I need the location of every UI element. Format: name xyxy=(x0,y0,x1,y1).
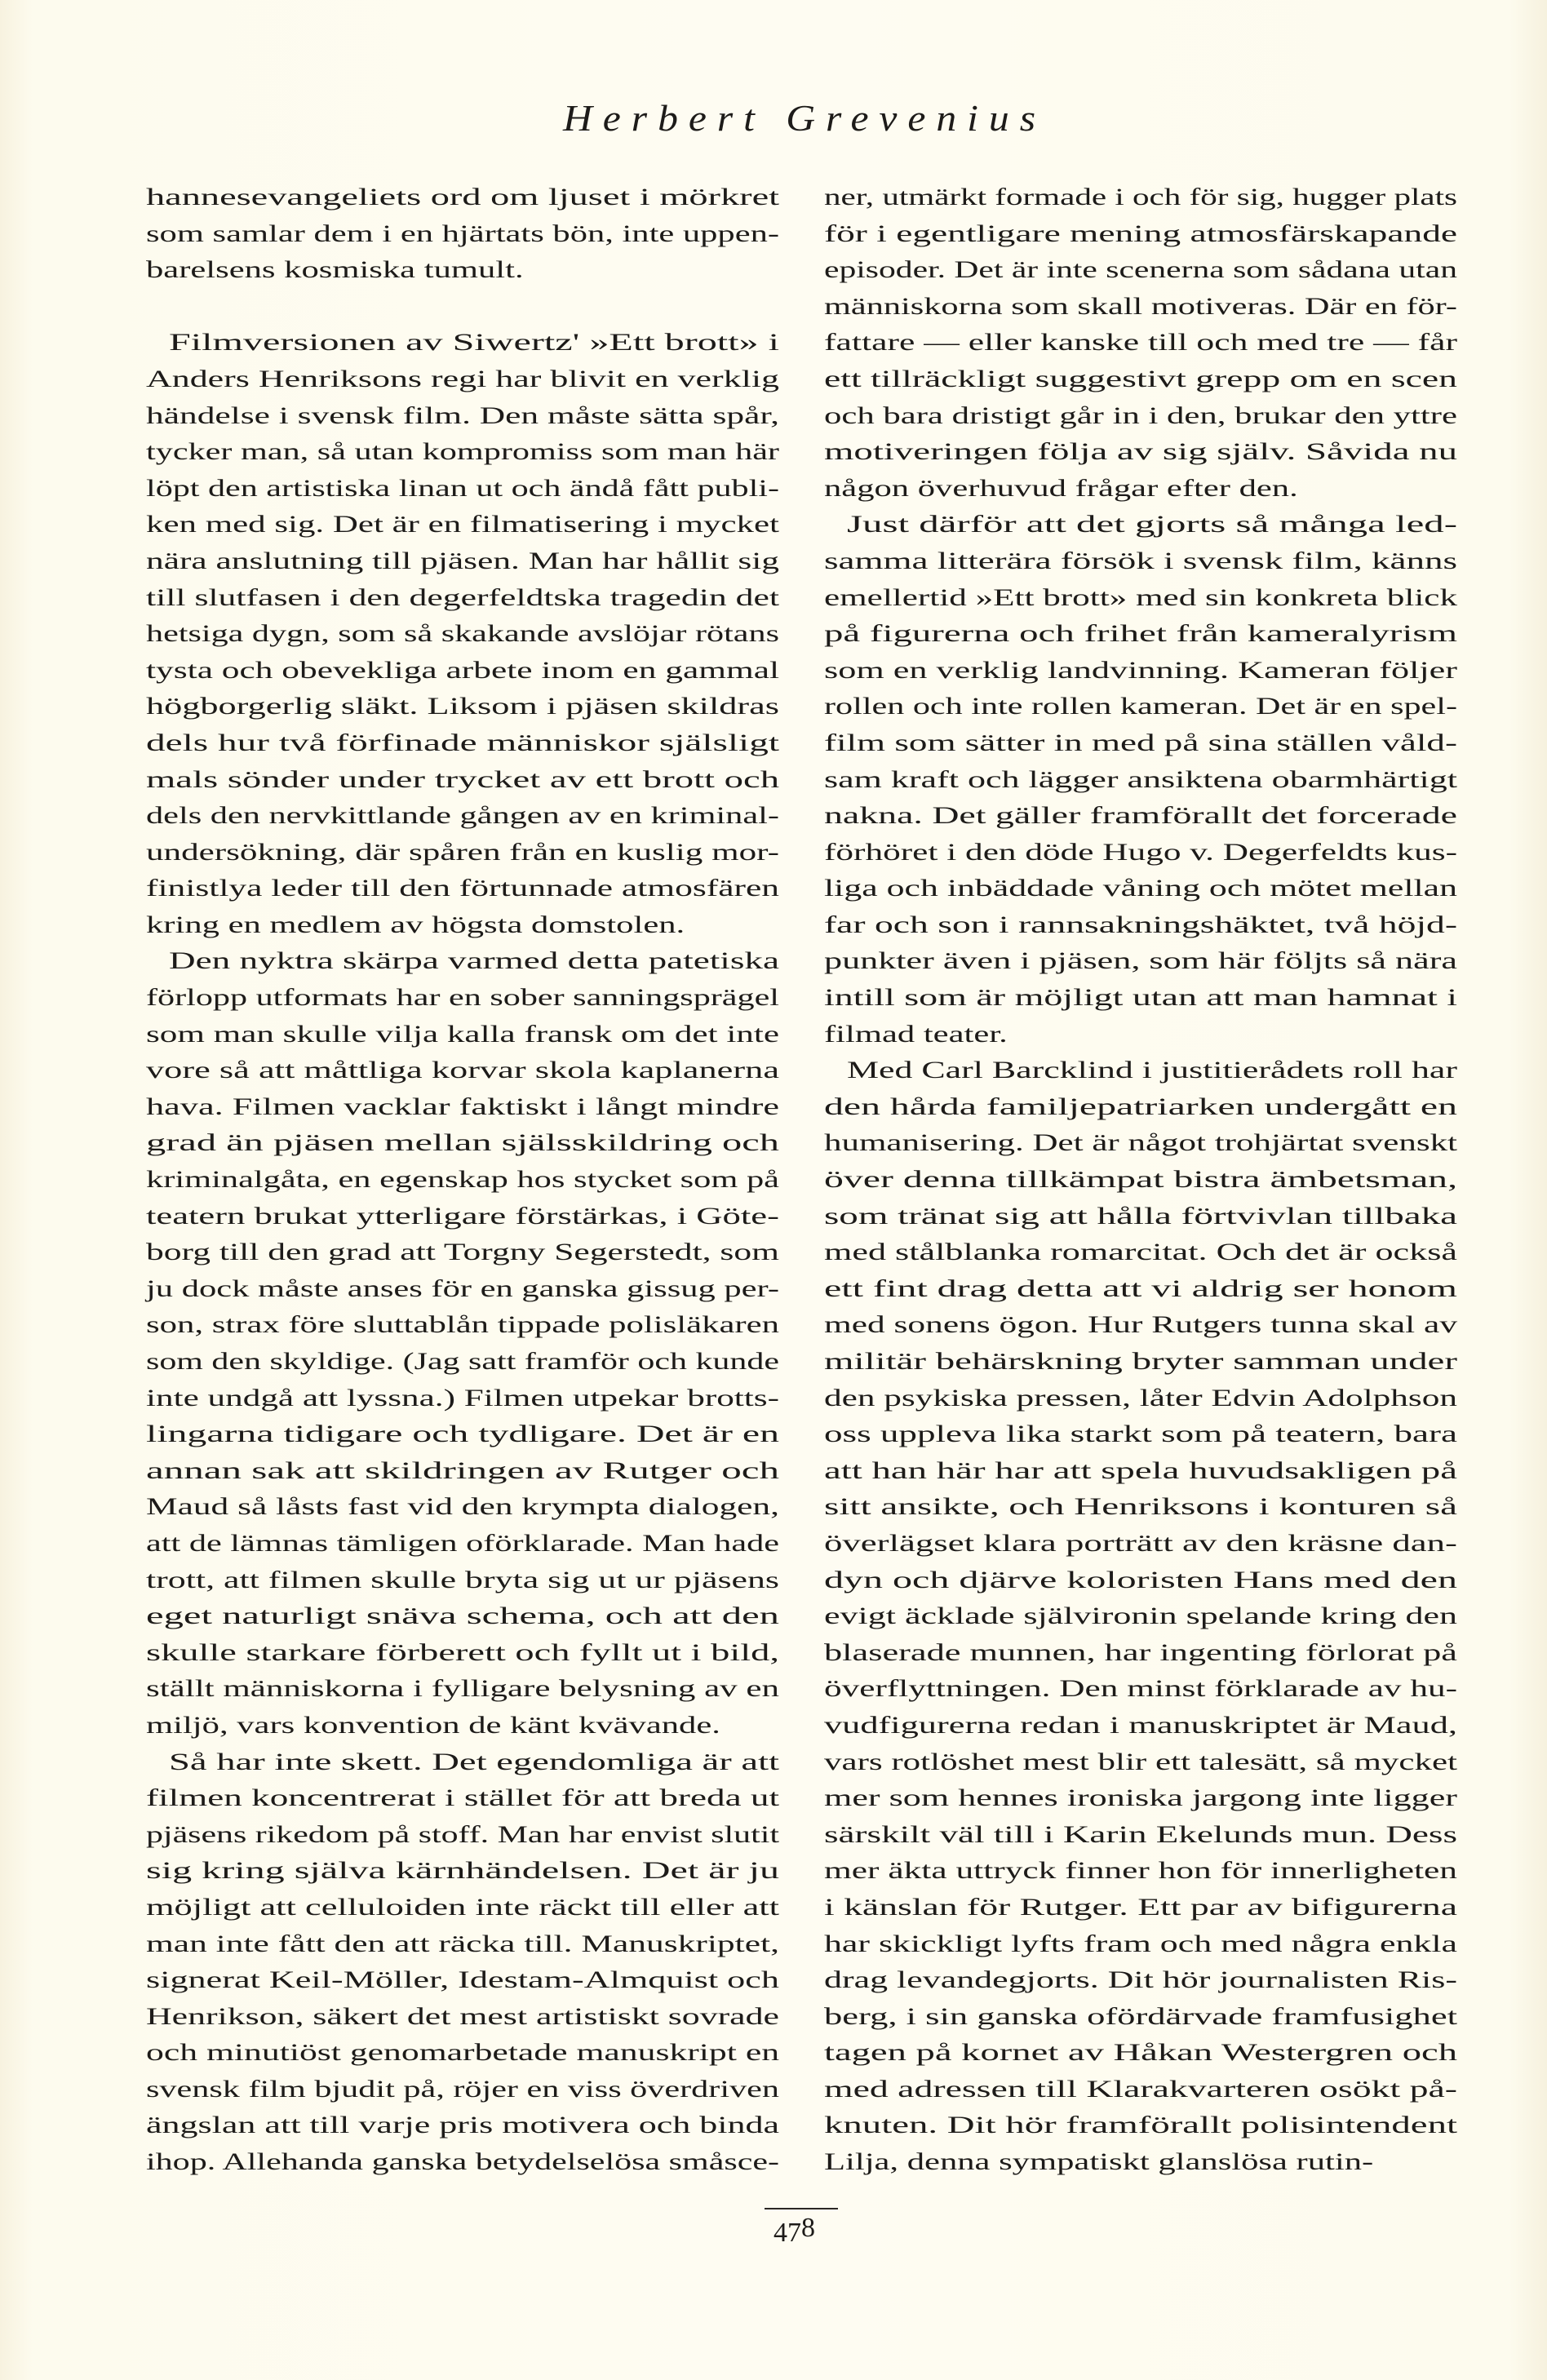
text-line-content: dels hur två förfinade människor själsligt xyxy=(146,729,779,756)
text-line-content: miljö, vars konvention de känt kvävande. xyxy=(146,1711,720,1739)
text-line-content: Så har inte skett. Det egendomliga är att xyxy=(169,1748,779,1775)
text-line xyxy=(824,725,1457,762)
text-line xyxy=(824,616,1457,653)
text-line-content: för i egentligare mening atmosfärskapande xyxy=(824,219,1458,247)
text-line xyxy=(146,1635,779,1672)
text-line xyxy=(146,1780,779,1817)
text-line xyxy=(824,1744,1457,1781)
text-line xyxy=(146,1089,779,1126)
text-line-content: dels den nervkittlande gången av en kriminal- xyxy=(146,802,780,830)
text-line-content: ken med sig. Det är en filmatisering i mycket xyxy=(146,511,779,538)
text-line-content: att de lämnas tämligen oförklarade. Man hade xyxy=(146,1529,779,1557)
text-line-content: ner, utmärkt formade i och för sig, hugger plats xyxy=(824,184,1458,211)
text-line-content: Filmversionen av Siwertz' »Ett brott» i xyxy=(169,329,780,357)
page-number xyxy=(774,2213,815,2249)
text-line-content: mer som hennes ironiska jargong inte ligger xyxy=(824,1784,1457,1812)
text-line-content: hetsiga dygn, som så skakande avslöjar rötans xyxy=(146,620,779,648)
left-text-column xyxy=(146,179,779,2181)
text-line xyxy=(146,798,779,835)
text-line-content: Med Carl Barcklind i justitierådets roll har xyxy=(847,1057,1457,1084)
text-line-content: trott, att filmen skulle bryta sig ut ur pjäsens xyxy=(146,1566,780,1593)
text-line-content: far och son i rannsakningshäktet, två höjd- xyxy=(824,911,1458,938)
text-line xyxy=(824,507,1457,543)
text-line xyxy=(824,1234,1457,1271)
text-line-content: vars rotlöshet mest blir ett talesätt, så mycket xyxy=(824,1748,1458,1775)
text-line-content: mer äkta uttryck finner hon för innerligheten xyxy=(824,1857,1458,1885)
text-line xyxy=(824,653,1457,689)
text-line-content: Just därför att det gjorts så många led- xyxy=(847,511,1458,538)
text-line-content: eget naturligt snäva schema, och att den xyxy=(146,1602,779,1630)
text-line-content: till slutfasen i den degerfeldtska tragedin det xyxy=(146,583,779,611)
text-line xyxy=(824,2107,1457,2144)
text-line-content: pjäsens rikedom på stoff. Man har envist slutit xyxy=(146,1820,779,1848)
text-line xyxy=(824,1562,1457,1599)
text-line-content: hannesevangeliets ord om ljuset i mörkret xyxy=(146,184,780,211)
text-line-content: punkter även i pjäsen, som här följts så nära xyxy=(824,947,1457,975)
text-line-content: Henrikson, säkert det mest artistiskt sovrade xyxy=(146,2002,779,2030)
text-line xyxy=(146,1853,779,1890)
page-number-raised-digit: 8 xyxy=(801,2213,815,2243)
text-line-content: ställt människorna i fylligare belysning av en xyxy=(146,1675,779,1703)
text-line-content: som en verklig landvinning. Kameran följer xyxy=(824,656,1458,684)
text-line-content: Maud så låsts fast vid den krympta dialogen, xyxy=(146,1493,779,1521)
text-line xyxy=(146,1416,779,1453)
text-line xyxy=(824,835,1457,871)
text-line-content: överflyttningen. Den minst förklarade av hu- xyxy=(824,1675,1457,1703)
text-line xyxy=(824,1489,1457,1526)
text-line-content: film som sätter in med på sina ställen våld- xyxy=(824,729,1457,756)
text-line-content: dyn och djärve koloristen Hans med den xyxy=(824,1566,1458,1593)
text-line-content: i känslan för Rutger. Ett par av bifigurerna xyxy=(824,1893,1457,1921)
text-line xyxy=(146,1271,779,1308)
text-line-content: på figurerna och frihet från kameralyrism xyxy=(824,620,1458,648)
text-line-content: annan sak att skildringen av Rutger och xyxy=(146,1456,779,1484)
text-line-content: den psykiska pressen, låter Edvin Adolphson xyxy=(824,1384,1458,1412)
text-line xyxy=(824,1635,1457,1672)
right-text-column xyxy=(824,179,1457,2181)
text-line xyxy=(824,1453,1457,1490)
text-line-content: episoder. Det är inte scenerna som sådana utan xyxy=(824,256,1457,284)
text-line xyxy=(146,580,779,617)
text-line-content: filmad teater. xyxy=(824,1020,1008,1048)
text-line xyxy=(146,1017,779,1053)
text-line xyxy=(824,434,1457,471)
text-line xyxy=(146,543,779,580)
text-line-content: samma litterära försök i svensk film, känns xyxy=(824,547,1457,574)
text-line xyxy=(824,943,1457,980)
text-line xyxy=(146,1381,779,1417)
text-line xyxy=(824,179,1457,216)
text-line xyxy=(824,2144,1457,2181)
text-line xyxy=(824,980,1457,1017)
text-line-content: blaserade munnen, har ingenting förlorat på xyxy=(824,1638,1457,1666)
text-line-content: berg, i sin ganska ofördärvade framfusighet xyxy=(824,2002,1457,2030)
text-line xyxy=(146,1125,779,1162)
text-line xyxy=(824,1853,1457,1890)
text-line xyxy=(146,725,779,762)
text-line-content: löpt den artistiska linan ut och ändå fått publi- xyxy=(146,474,779,502)
text-line-content: förlopp utformats har en sober sanningsprägel xyxy=(146,984,780,1012)
text-line-content: den hårda familjepatriarken undergått en xyxy=(824,1092,1458,1120)
text-line-content: militär behärskning bryter samman under xyxy=(824,1348,1457,1375)
text-line xyxy=(824,1962,1457,1999)
text-line-content: särskilt väl till i Karin Ekelunds mun. Dess xyxy=(824,1820,1457,1848)
text-line xyxy=(146,325,779,361)
text-line xyxy=(824,1162,1457,1199)
text-line xyxy=(824,1125,1457,1162)
text-line xyxy=(824,252,1457,289)
text-line-content: människorna som skall motiveras. Där en för- xyxy=(824,292,1458,320)
text-line xyxy=(824,1307,1457,1344)
text-line-content: sitt ansikte, och Henriksons i konturen så xyxy=(824,1493,1458,1521)
text-line xyxy=(824,1344,1457,1381)
text-line xyxy=(146,871,779,907)
text-line-content: sig kring själva kärnhändelsen. Det är ju xyxy=(146,1857,779,1885)
text-line-content: evigt äcklade självironin spelande kring den xyxy=(824,1602,1457,1630)
text-line xyxy=(146,653,779,689)
text-line-content: och minutiöst genomarbetade manuskript en xyxy=(146,2039,780,2067)
text-line xyxy=(824,398,1457,435)
text-line xyxy=(146,179,779,216)
text-line xyxy=(824,1271,1457,1308)
text-line xyxy=(146,762,779,799)
page-number-rule xyxy=(765,2208,838,2209)
text-line xyxy=(146,1962,779,1999)
text-line-content: skulle starkare förberett och fyllt ut i bild, xyxy=(146,1638,780,1666)
text-line xyxy=(146,471,779,507)
text-line-content: grad än pjäsen mellan själsskildring och xyxy=(146,1129,779,1157)
page-number-digits: 47 xyxy=(774,2218,801,2248)
text-line xyxy=(146,1307,779,1344)
text-line-content: teatern brukat ytterligare förstärkas, i Göte- xyxy=(146,1202,779,1230)
text-line xyxy=(824,2072,1457,2108)
text-line-content: som den skyldige. (Jag satt framför och kunde xyxy=(146,1348,779,1375)
text-line xyxy=(146,216,779,253)
text-line xyxy=(824,1999,1457,2036)
text-line-content: tagen på kornet av Håkan Westergren och xyxy=(824,2039,1458,2067)
text-line xyxy=(824,1890,1457,1926)
text-line-content: Den nyktra skärpa varmed detta patetiska xyxy=(169,947,780,975)
text-line-content: man inte fått den att räcka till. Manuskriptet, xyxy=(146,1930,779,1957)
text-line xyxy=(824,1526,1457,1562)
text-line xyxy=(824,580,1457,617)
text-line xyxy=(824,1053,1457,1089)
text-line-content: intill som är möjligt utan att man hamnat i xyxy=(824,984,1458,1012)
text-line xyxy=(146,1817,779,1854)
text-line xyxy=(824,907,1457,944)
text-line xyxy=(824,216,1457,253)
text-line-content: barelsens kosmiska tumult. xyxy=(146,256,524,284)
text-line-content: ett tillräckligt suggestivt grepp om en scen xyxy=(824,365,1458,392)
text-line-content: med stålblanka romarcitat. Och det är också xyxy=(824,1239,1458,1266)
text-line xyxy=(824,871,1457,907)
text-line xyxy=(824,1089,1457,1126)
text-line xyxy=(146,980,779,1017)
text-line xyxy=(146,252,779,289)
text-line-content: högborgerlig släkt. Liksom i pjäsen skildras xyxy=(146,693,779,720)
text-line xyxy=(146,1671,779,1708)
text-line xyxy=(824,1598,1457,1635)
text-line-content: borg till den grad att Torgny Segerstedt, som xyxy=(146,1239,780,1266)
text-line-content: över denna tillkämpat bistra ämbetsman, xyxy=(824,1166,1458,1194)
text-line xyxy=(824,1817,1457,1854)
text-line xyxy=(146,943,779,980)
text-line xyxy=(146,1708,779,1744)
text-line xyxy=(824,689,1457,725)
text-line-content: vudfigurerna redan i manuskriptet är Maud, xyxy=(824,1711,1458,1739)
text-line xyxy=(824,543,1457,580)
text-line-content: ett fint drag detta att vi aldrig ser honom xyxy=(824,1274,1457,1302)
text-line-content: ju dock måste anses för en ganska gissug per- xyxy=(146,1274,779,1302)
text-line-content: vore så att måttliga korvar skola kaplanerna xyxy=(146,1057,780,1084)
text-line xyxy=(146,1453,779,1490)
text-line xyxy=(146,1344,779,1381)
text-line-content: undersökning, där spåren från en kuslig mor- xyxy=(146,838,780,866)
text-line xyxy=(824,1381,1457,1417)
text-line-content: tysta och obevekliga arbete inom en gammal xyxy=(146,656,780,684)
text-line xyxy=(824,1017,1457,1053)
text-line xyxy=(824,1671,1457,1708)
text-line-content: som man skulle vilja kalla fransk om det inte xyxy=(146,1020,779,1048)
text-line xyxy=(146,1598,779,1635)
text-line-content: fattare — eller kanske till och med tre — får xyxy=(824,329,1458,357)
text-line xyxy=(824,1926,1457,1963)
text-line-content: förhöret i den döde Hugo v. Degerfeldts kus- xyxy=(824,838,1457,866)
text-line xyxy=(146,1744,779,1781)
text-line xyxy=(146,2144,779,2181)
text-line xyxy=(824,325,1457,361)
text-line xyxy=(824,1416,1457,1453)
text-line-content: att han här har att spela huvudsakligen på xyxy=(824,1456,1458,1484)
text-line xyxy=(146,1489,779,1526)
text-line xyxy=(146,1526,779,1562)
text-line-content: rollen och inte rollen kameran. Det är en spel- xyxy=(824,693,1458,720)
text-line xyxy=(824,289,1457,326)
text-line-content: nakna. Det gäller framförallt det forcerade xyxy=(824,802,1458,830)
text-line xyxy=(146,1162,779,1199)
text-line-content: tycker man, så utan kompromiss som man här xyxy=(146,438,779,466)
text-line xyxy=(146,1999,779,2036)
text-line-content: oss uppleva lika starkt som på teatern, bara xyxy=(824,1420,1458,1448)
text-line-content: humanisering. Det är något trohjärtat svenskt xyxy=(824,1129,1458,1157)
text-line-content: som samlar dem i en hjärtats bön, inte uppen- xyxy=(146,219,780,247)
text-line-content: med adressen till Klarakvarteren osökt på- xyxy=(824,2075,1457,2103)
text-line xyxy=(146,616,779,653)
text-line-content: kring en medlem av högsta domstolen. xyxy=(146,911,685,938)
text-line xyxy=(824,361,1457,398)
text-line-content: och bara dristigt går in i den, brukar den yttre xyxy=(824,401,1457,429)
running-title-author: Herbert Grevenius xyxy=(563,97,1046,139)
text-line-content: Lilja, denna sympatiskt glanslösa rutin- xyxy=(824,2148,1374,2176)
text-line-content: nära anslutning till pjäsen. Man har hållit sig xyxy=(146,547,779,574)
text-line xyxy=(824,471,1457,507)
text-line-content: lingarna tidigare och tydligare. Det är en xyxy=(146,1420,780,1448)
text-line-content: motiveringen följa av sig själv. Såvida nu xyxy=(824,438,1458,466)
text-line-content: son, strax före sluttablån tippade polisläkaren xyxy=(146,1311,779,1339)
section-break xyxy=(146,289,779,326)
text-line xyxy=(824,1199,1457,1235)
text-line xyxy=(146,2072,779,2108)
text-line xyxy=(146,507,779,543)
text-line-content: drag levandegjorts. Dit hör journalisten Ris- xyxy=(824,1966,1457,1994)
text-line xyxy=(146,398,779,435)
text-line-content: sam kraft och lägger ansiktena obarmhärtigt xyxy=(824,765,1458,793)
text-line-content: inte undgå att lyssna.) Filmen utpekar brotts- xyxy=(146,1384,779,1412)
text-line-content: ängslan att till varje pris motivera och binda xyxy=(146,2112,780,2139)
text-line xyxy=(146,689,779,725)
text-line-content: finistlya leder till den förtunnade atmosfären xyxy=(146,875,780,902)
text-line xyxy=(146,907,779,944)
text-line xyxy=(146,1562,779,1599)
text-line xyxy=(146,835,779,871)
text-line-content: överlägset klara porträtt av den kräsne dan- xyxy=(824,1529,1457,1557)
text-line-content: kriminalgåta, en egenskap hos stycket som på xyxy=(146,1166,780,1194)
text-line xyxy=(824,1780,1457,1817)
text-line xyxy=(146,361,779,398)
text-line xyxy=(146,1053,779,1089)
text-line-content: emellertid »Ett brott» med sin konkreta blick xyxy=(824,583,1458,611)
text-line-content: hava. Filmen vacklar faktiskt i långt mindre xyxy=(146,1092,779,1120)
text-line-content: mals sönder under trycket av ett brott och xyxy=(146,765,780,793)
text-line-content: Anders Henriksons regi har blivit en verklig xyxy=(146,365,780,392)
text-line-content: knuten. Dit hör framförallt polisintendent xyxy=(824,2112,1457,2139)
text-line-content: har skickligt lyfts fram och med några enkla xyxy=(824,1930,1457,1957)
text-line xyxy=(146,1926,779,1963)
text-line-content: som tränat sig att hålla förtvivlan tillbaka xyxy=(824,1202,1458,1230)
text-line xyxy=(146,1234,779,1271)
text-line-content: filmen koncentrerat i stället för att breda ut xyxy=(146,1784,780,1812)
text-line xyxy=(824,798,1457,835)
text-line xyxy=(146,434,779,471)
text-line xyxy=(146,1199,779,1235)
text-line xyxy=(146,2035,779,2072)
text-line xyxy=(146,1890,779,1926)
text-line-content: någon överhuvud frågar efter den. xyxy=(824,474,1298,502)
text-line-content: ihop. Allehanda ganska betydelselösa småsce- xyxy=(146,2148,780,2176)
text-line-content: liga och inbäddade våning och mötet mellan xyxy=(824,875,1458,902)
text-line-content: svensk film bjudit på, röjer en viss överdriven xyxy=(146,2075,779,2103)
text-line-content: möjligt att celluloiden inte räckt till eller att xyxy=(146,1893,780,1921)
text-line-content: med sonens ögon. Hur Rutgers tunna skal av xyxy=(824,1311,1458,1339)
text-line xyxy=(824,1708,1457,1744)
text-line xyxy=(146,2107,779,2144)
text-line-content: händelse i svensk film. Den måste sätta spår, xyxy=(146,401,780,429)
text-line xyxy=(824,2035,1457,2072)
text-line-content: signerat Keil-Möller, Idestam-Almquist och xyxy=(146,1966,779,1994)
text-line xyxy=(824,762,1457,799)
